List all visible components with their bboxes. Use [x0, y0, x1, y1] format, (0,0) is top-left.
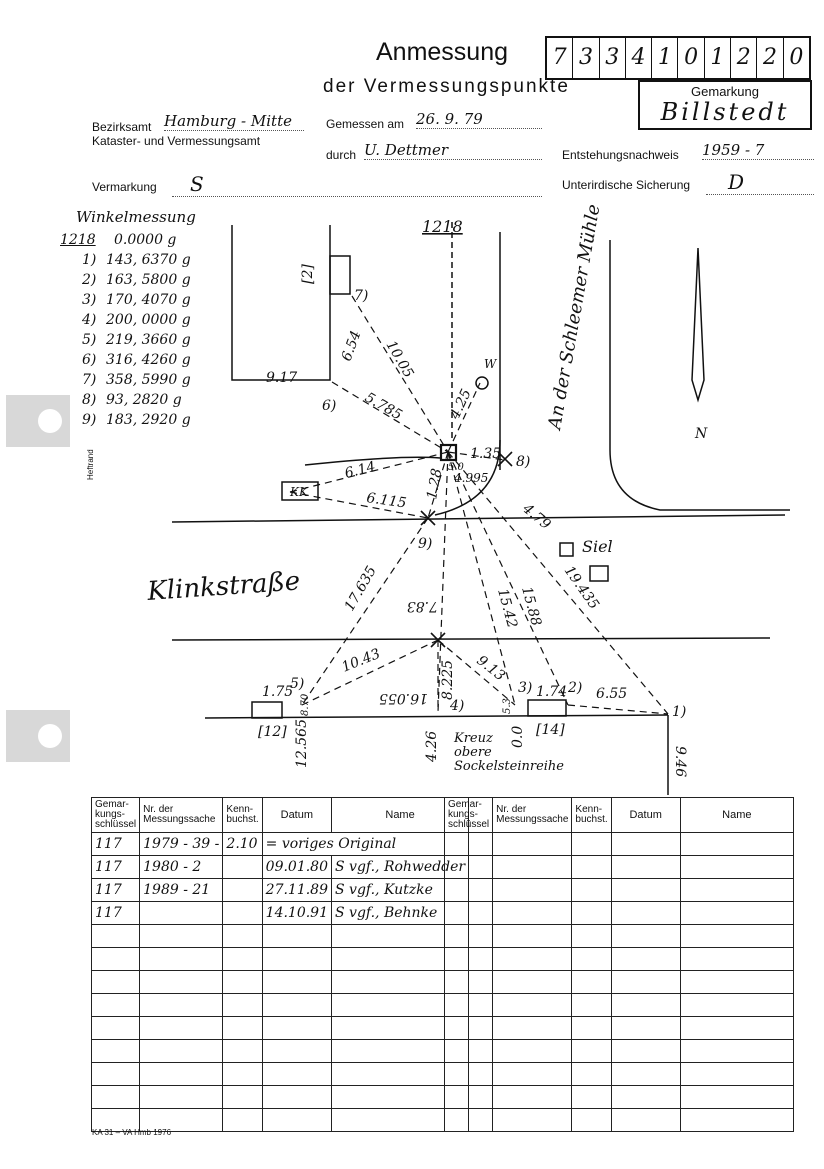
page-title: Anmessung: [376, 38, 509, 66]
box-label: [2]: [300, 264, 316, 284]
table-cell: [445, 856, 493, 879]
table-cell: 1980 - 2: [140, 856, 223, 879]
street-line-north: [172, 515, 785, 522]
table-cell: [262, 948, 331, 971]
table-cell: [572, 1017, 611, 1040]
distance-label: 5.0: [448, 462, 464, 473]
table-cell: [611, 902, 680, 925]
table-cell: [611, 1063, 680, 1086]
table-cell: [572, 879, 611, 902]
table-cell: [611, 1086, 680, 1109]
note-obere: obere: [454, 745, 492, 760]
table-cell: [493, 833, 572, 856]
point-label: 1): [672, 704, 687, 720]
table-row-empty: [445, 1086, 794, 1109]
table-cell: [493, 856, 572, 879]
table-cell: [493, 1063, 572, 1086]
box-label: [12]: [258, 724, 287, 740]
distance-label: 6.115: [365, 490, 408, 512]
table-cell: 117: [92, 902, 140, 925]
bezirksamt-label: Bezirksamt: [92, 120, 152, 134]
table-cell: [572, 948, 611, 971]
bezirksamt-value: Hamburg - Mitte: [164, 112, 304, 131]
table-row-empty: [445, 948, 794, 971]
id-digit: 2: [757, 38, 783, 78]
table-cell: [680, 948, 793, 971]
table-cell: 2.10: [223, 833, 262, 856]
well-marker: [476, 377, 488, 389]
well-label: W: [484, 357, 497, 371]
id-digit: 3: [600, 38, 626, 78]
table-cell: 117: [92, 833, 140, 856]
north-arrow: [692, 248, 704, 400]
distance-label: 1.35: [470, 446, 502, 462]
table-cell: [445, 994, 493, 1017]
table-row-empty: [92, 971, 469, 994]
distance-label: 8.225: [440, 659, 456, 700]
table-cell: 1989 - 21: [140, 879, 223, 902]
id-digit: 0: [789, 45, 804, 70]
distance-label: 0.0: [510, 725, 526, 748]
id-digit: 4: [626, 38, 652, 78]
form-footer: KA 31 – VA Hmb 1976: [92, 1128, 172, 1137]
distance-label: 8.70: [300, 693, 311, 716]
col-header: Kenn-buchst.: [572, 798, 611, 833]
table-cell: [445, 1040, 493, 1063]
table-cell: [493, 1017, 572, 1040]
distance-label: 5.3: [502, 698, 513, 714]
table-cell: [445, 948, 493, 971]
table-cell: [572, 971, 611, 994]
table-cell: 14.10.91: [262, 902, 331, 925]
table-cell: [140, 948, 223, 971]
table-cell: [262, 1063, 331, 1086]
table-cell: [493, 902, 572, 925]
table-cell: [262, 1109, 331, 1132]
table-cell: [680, 1109, 793, 1132]
table-cell: [611, 879, 680, 902]
kataster-label: Kataster- und Vermessungsamt: [92, 134, 261, 148]
point-label: 9): [418, 536, 433, 552]
table-cell: [445, 925, 493, 948]
id-digit: 7: [547, 38, 573, 78]
gemessen-value: 26. 9. 79: [416, 110, 542, 129]
table-cell: [493, 971, 572, 994]
table-cell: [223, 1109, 262, 1132]
box-14: [528, 700, 566, 716]
distance-label: 6.14: [343, 458, 378, 482]
siel-box-2: [590, 566, 608, 581]
table-row-empty: [445, 902, 794, 925]
angle-row: 5) 219, 3660 g: [82, 332, 191, 348]
table-row-empty: [92, 994, 469, 1017]
table-cell: [680, 879, 793, 902]
distance-label: 10.43: [339, 645, 383, 676]
angle-row: 8) 93, 2820 g: [82, 392, 182, 408]
distance-label: 4.995: [454, 471, 489, 485]
table-cell: [680, 856, 793, 879]
table-row-empty: [445, 1109, 794, 1132]
gemessen-label: Gemessen am: [326, 117, 405, 131]
col-header: Name: [680, 798, 793, 833]
table-cell: [140, 1063, 223, 1086]
unterirdisch-value: D: [706, 170, 814, 195]
building-annex: [330, 256, 350, 294]
table-row-empty: [445, 971, 794, 994]
distance-label: 1.75: [262, 684, 294, 700]
angle-row: 4) 200, 0000 g: [82, 312, 191, 328]
table-row-empty: [445, 1063, 794, 1086]
table-cell: [611, 1109, 680, 1132]
id-digit: 2: [731, 38, 757, 78]
col-header: Gemar-kungs-schlüssel: [92, 798, 140, 833]
table-cell: [92, 971, 140, 994]
register-table-right: [444, 797, 794, 1132]
table-cell: [140, 971, 223, 994]
table-row: [92, 879, 469, 902]
table-cell: = voriges Original: [262, 833, 468, 856]
table-cell: S vgf., Kutzke: [332, 879, 469, 902]
col-header: Name: [332, 798, 469, 833]
angle-row: 1) 143, 6370 g: [82, 252, 191, 268]
table-cell: [493, 879, 572, 902]
table-cell: [92, 1063, 140, 1086]
table-cell: [445, 879, 493, 902]
angle-row: 3) 170, 4070 g: [82, 292, 191, 308]
distance-label: 9.46: [672, 746, 688, 778]
table-cell: [223, 948, 262, 971]
box-label: [14]: [536, 722, 565, 738]
col-header: Kenn-buchst.: [223, 798, 262, 833]
table-cell: [140, 1040, 223, 1063]
id-digit: 3: [573, 38, 599, 78]
table-cell: [445, 1017, 493, 1040]
table-cell: [140, 994, 223, 1017]
table-cell: [611, 925, 680, 948]
id-digit: 1: [652, 38, 678, 78]
col-header: Gemar-kungs-schlüssel: [445, 798, 493, 833]
distance-label: 9.13: [473, 652, 508, 685]
table-cell: [262, 925, 331, 948]
table-cell: [493, 925, 572, 948]
table-cell: [680, 833, 793, 856]
table-cell: [445, 833, 493, 856]
table-cell: [611, 948, 680, 971]
point-label: 7): [354, 288, 369, 304]
table-cell: [140, 1017, 223, 1040]
page-subtitle: der Vermessungspunkte: [323, 76, 570, 97]
entstehung-value: 1959 - 7: [702, 141, 814, 160]
table-cell: [611, 994, 680, 1017]
table-cell: [680, 902, 793, 925]
distance-label: 4.25: [447, 386, 475, 422]
building-outline: [232, 225, 330, 380]
distance-label: 4.79: [519, 500, 554, 534]
table-row-empty: [92, 1063, 469, 1086]
table-cell: [445, 1063, 493, 1086]
table-cell: [572, 833, 611, 856]
table-cell: [223, 1063, 262, 1086]
north-label: N: [695, 426, 708, 442]
table-row-empty: [445, 925, 794, 948]
unterirdisch-label: Unterirdische Sicherung: [562, 178, 691, 192]
winkelmessung-title: Winkelmessung: [76, 208, 196, 226]
table-cell: [223, 879, 262, 902]
table-cell: [572, 994, 611, 1017]
table-cell: [493, 948, 572, 971]
table-cell: [493, 1109, 572, 1132]
table-cell: [140, 925, 223, 948]
point-label: 5): [290, 676, 305, 692]
table-cell: [493, 1040, 572, 1063]
table-row-empty: [92, 948, 469, 971]
table-cell: 1979 - 39 -: [140, 833, 223, 856]
point-label: 4): [450, 698, 465, 714]
table-cell: [611, 856, 680, 879]
table-cell: [493, 1086, 572, 1109]
heftrand-label: Heftrand: [86, 449, 95, 480]
table-cell: [92, 1086, 140, 1109]
table-cell: [572, 856, 611, 879]
table-row-empty: [92, 925, 469, 948]
table-cell: 09.01.80: [262, 856, 331, 879]
table-row-empty: [445, 1017, 794, 1040]
distance-label: 15.88: [518, 584, 544, 628]
table-row-empty: [92, 1086, 469, 1109]
street-name-schleemer: An der Schleemer Mühle: [544, 202, 605, 431]
table-cell: [445, 1086, 493, 1109]
distance-label: 1.74: [536, 684, 568, 700]
table-cell: [680, 925, 793, 948]
angle-row: 2) 163, 5800 g: [82, 272, 191, 288]
table-cell: [445, 971, 493, 994]
angle-row: 1218 0.0000 g: [60, 232, 177, 248]
table-cell: [572, 1109, 611, 1132]
table-cell: [680, 1040, 793, 1063]
table-row-empty: [92, 1040, 469, 1063]
table-row-empty: [445, 994, 794, 1017]
distance-label: 5.785: [362, 389, 405, 424]
table-cell: [92, 994, 140, 1017]
distance-label: 16.055: [379, 690, 428, 706]
table-cell: [611, 1040, 680, 1063]
siel-box: [560, 543, 573, 556]
table-row: [92, 833, 469, 856]
table-row: [92, 902, 469, 925]
point-label: 8): [516, 454, 531, 470]
table-cell: [262, 1040, 331, 1063]
col-header: Nr. der Messungssache: [493, 798, 572, 833]
distance-label: 15.42: [494, 586, 520, 630]
point-label: 6): [322, 398, 337, 414]
table-cell: [140, 902, 223, 925]
point-label: 3): [518, 680, 533, 696]
distance-label: 19.435: [560, 563, 602, 613]
id-digit: 0: [678, 38, 704, 78]
distance-label: 4.26: [424, 730, 440, 762]
note-sockel: Sockelsteinreihe: [454, 759, 564, 774]
table-cell: [611, 1017, 680, 1040]
table-cell: [140, 1086, 223, 1109]
table-row-empty: [445, 833, 794, 856]
table-cell: [493, 994, 572, 1017]
table-cell: [680, 994, 793, 1017]
table-row: [92, 856, 469, 879]
angle-row: 9) 183, 2920 g: [82, 412, 191, 428]
ref-point-label: 1218: [422, 217, 463, 236]
entstehung-label: Entstehungsnachweis: [562, 148, 679, 162]
table-cell: [262, 971, 331, 994]
table-cell: [445, 1109, 493, 1132]
table-cell: [611, 971, 680, 994]
table-row-empty: [445, 856, 794, 879]
table-cell: [680, 1017, 793, 1040]
vermarkung-value: S: [172, 172, 542, 197]
siel-label: Siel: [582, 537, 613, 556]
table-cell: S vgf., Rohwedder: [332, 856, 469, 879]
distance-label: 7.83: [406, 598, 438, 614]
angle-row: 6) 316, 4260 g: [82, 352, 191, 368]
col-header: Nr. der Messungssache: [140, 798, 223, 833]
table-cell: [680, 971, 793, 994]
table-cell: [572, 902, 611, 925]
table-cell: S vgf., Behnke: [332, 902, 469, 925]
table-cell: [223, 925, 262, 948]
point-label: 2): [568, 680, 583, 696]
box-12: [252, 702, 282, 718]
table-cell: [92, 948, 140, 971]
gemarkung-label: Gemarkung: [691, 84, 759, 99]
distance-label: 17.635: [341, 563, 380, 614]
durch-label: durch: [326, 148, 357, 162]
table-cell: [572, 1063, 611, 1086]
table-cell: [262, 994, 331, 1017]
table-cell: [92, 1040, 140, 1063]
table-cell: [92, 925, 140, 948]
table-cell: [223, 1086, 262, 1109]
table-cell: 117: [92, 879, 140, 902]
table-cell: [92, 1017, 140, 1040]
table-cell: [223, 902, 262, 925]
table-cell: [680, 1086, 793, 1109]
table-cell: 27.11.89: [262, 879, 331, 902]
vermarkung-label: Vermarkung: [92, 180, 157, 194]
col-header: Datum: [262, 798, 331, 833]
street-line-south: [172, 638, 770, 640]
table-row-empty: [92, 1017, 469, 1040]
distance-label: 1.28: [424, 467, 446, 501]
distance-label: 9.17: [266, 370, 298, 386]
distance-label: 6.55: [596, 686, 628, 702]
table-cell: [445, 902, 493, 925]
table-cell: [223, 1040, 262, 1063]
table-cell: [572, 925, 611, 948]
distance-label: 12.565: [294, 719, 310, 768]
kk-label: KK: [290, 485, 308, 499]
table-cell: [223, 971, 262, 994]
table-row-empty: [445, 879, 794, 902]
distance-label: 10.05: [382, 338, 417, 381]
note-kreuz: Kreuz: [454, 731, 493, 746]
table-row-empty: [445, 1040, 794, 1063]
angle-row: 7) 358, 5990 g: [82, 372, 191, 388]
table-cell: [262, 1017, 331, 1040]
register-table-left: [91, 797, 469, 1132]
table-cell: [262, 1086, 331, 1109]
table-cell: [572, 1086, 611, 1109]
distance-label: 6.54: [338, 328, 365, 364]
table-cell: [572, 1040, 611, 1063]
table-cell: [223, 994, 262, 1017]
table-cell: [223, 856, 262, 879]
gemarkung-value: Billstedt: [660, 98, 790, 126]
street-name-klinkstrasse: Klinkstraße: [146, 566, 302, 607]
table-cell: [223, 1017, 262, 1040]
table-cell: 117: [92, 856, 140, 879]
table-cell: [680, 1063, 793, 1086]
id-digit: 1: [705, 38, 731, 78]
durch-value: U. Dettmer: [364, 141, 542, 160]
col-header: Datum: [611, 798, 680, 833]
table-cell: [611, 833, 680, 856]
